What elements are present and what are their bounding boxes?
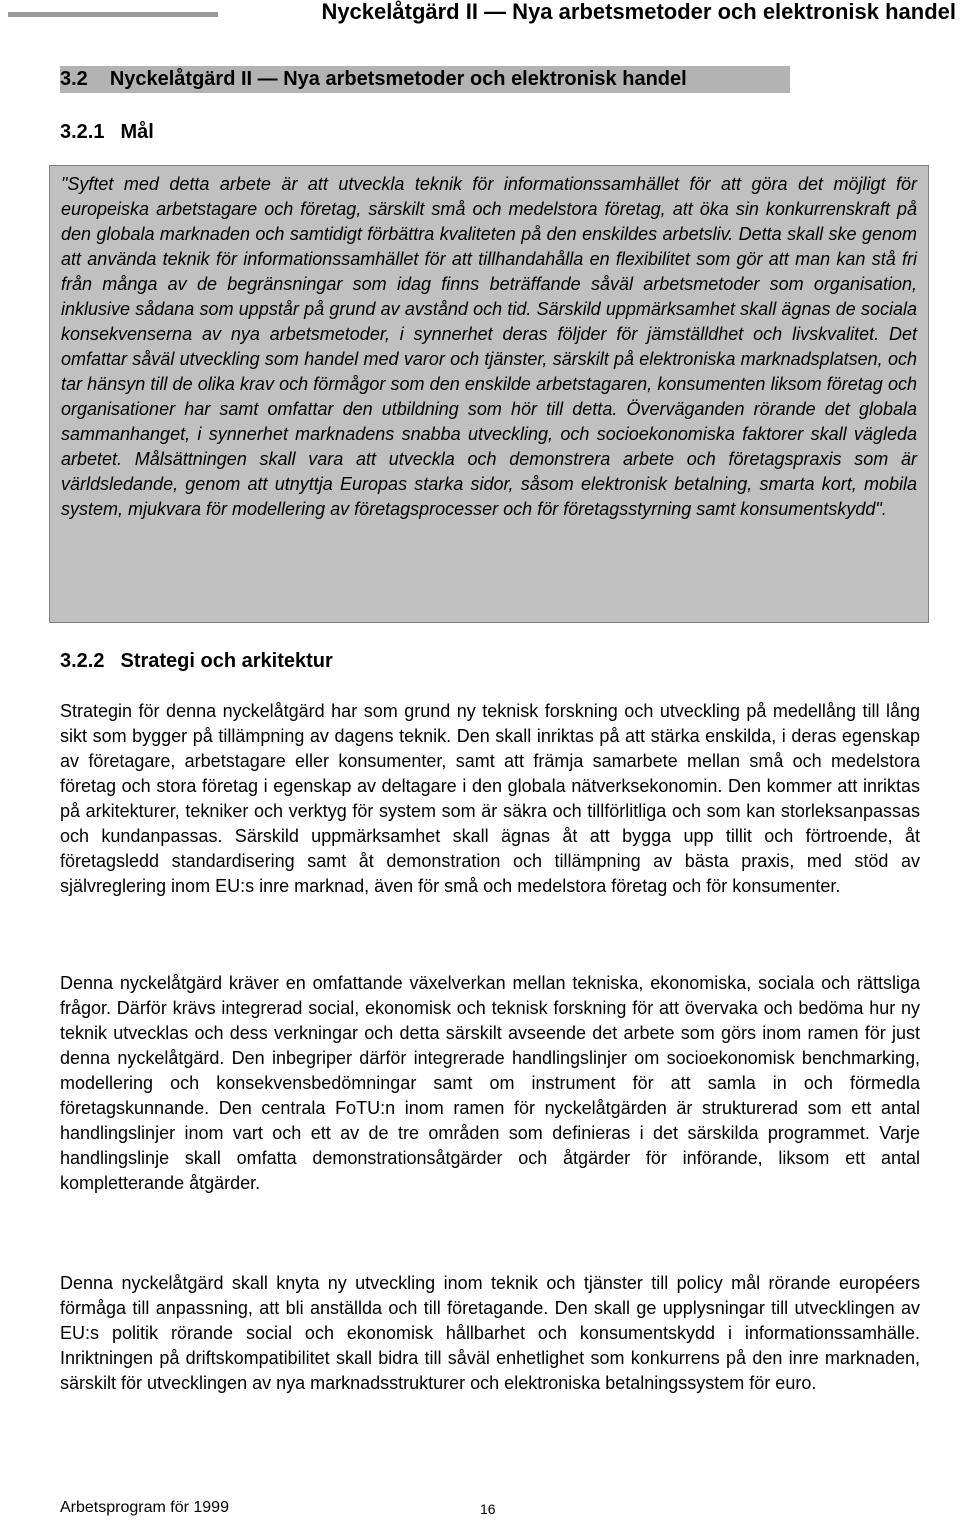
subsection-heading-strategy [60, 650, 333, 673]
subsection-title: Strategi och arkitektur [120, 650, 333, 672]
quote-box [49, 165, 929, 623]
quote-text: "Syftet med detta arbete är att utveckla teknik för informationssamhället för att göra det möjligt för europeiska arbetstagare och företag, särskilt små och medelstora företag, att öka sin konkurrenskraft på den globala marknaden och samtidigt förbättra kvaliteten på den enskildes arbetsliv. Detta skall ske genom att använda teknik för informationssamhället för att tillhandahålla en flexibilitet som gör att man kan stå fri från många av de begränsningar som idag finns beträffande såväl arbetsmetoder som organisation, inklusive sådana som uppstår på grund av avstånd och tid. Särskild uppmärksamhet skall ägnas de sociala konsekvenserna av nya arbetsmetoder, i synnerhet deras följder för jämställdhet och livskvalitet. Det omfattar såväl utveckling som handel med varor och tjänster, särskilt på elektroniska marknadsplatsen, och tar hänsyn till de olika krav och förmågor som den enskilde arbetstagaren, konsumenten liksom företag och organisationer har samt omfattar den utbildning som hör till detta. Överväganden rörande det globala sammanhanget, i synnerhet marknadens snabba utveckling, och socioekonomiska faktorer skall vägleda arbetet. Målsättningen skall vara att utveckla och demonstrera arbete och företagspraxis som är världsledande, genom att utnyttja Europas starka sidor, såsom elektronisk betalning, smarta kort, mobila system, mjukvara för modellering av företagsprocesser och för företagsstyrning samt konsumentskydd". [61, 174, 917, 519]
body-paragraph: Denna nyckelåtgärd skall knyta ny utveckling inom teknik och tjänster till policy mål rörande européers förmåga till anpassning, att bli anställda och till företagande. Den skall ge upplysningar till utvecklingen av EU:s politik rörande social och ekonomisk hållbarhet och konsumentskydd i informationssamhälle. Inriktningen på driftskompatibilitet skall bidra till såväl enhetlighet som konkurrens på den inre marknaden, särskilt för utvecklingen av nya marknadsstrukturer och elektroniska betalningssystem för euro. [60, 1273, 920, 1393]
subsection-heading-goal [60, 121, 154, 144]
subsection-number: 3.2.1 [60, 121, 105, 143]
header-rule [8, 12, 218, 17]
running-header-title: Nyckelåtgärd II — Nya arbetsmetoder och elektronisk handel [321, 0, 956, 24]
section-number: 3.2 [60, 68, 88, 90]
footer-page-number: 16 [480, 1501, 496, 1517]
body-paragraph: Strategin för denna nyckelåtgärd har som grund ny teknisk forskning och utveckling på medellång till lång sikt som bygger på tillämpning av dagens teknik. Den skall inriktas på att stärka enskilda, i deras egenskap av företagare, arbetstagare eller konsumenter, samt att främja samarbete mellan små och medelstora företag och stora företag i egenskap av deltagare i den globala nätverksekonomin. Den kommer att inriktas på arkitekturer, tekniker och verktyg för system som är säkra och tillförlitliga och som kan storleksanpassas och kundanpassas. Särskild uppmärksamhet skall ägnas åt att bygga upp tillit och förtroende, åt företagsledd standardisering samt åt demonstration och tillämpning av bästa praxis, med stöd av självreglering inom EU:s inre marknad, även för små och medelstora företag och för konsumenter. [60, 701, 920, 896]
section-title: Nyckelåtgärd II — Nya arbetsmetoder och elektronisk handel [109, 68, 687, 90]
body-paragraph: Denna nyckelåtgärd kräver en omfattande växelverkan mellan tekniska, ekonomiska, sociala och rättsliga frågor. Därför krävs integrerad social, ekonomisk och teknisk forskning för att övervaka och bedöma hur ny teknik utvecklas och dess verkningar och detta särskilt avseende det arbete som görs inom ramen för just denna nyckelåtgärd. Den inbegriper därför integrerade handlingslinjer om socioekonomisk benchmarking, modellering och konsekvensbedömningar samt om instrument för att samla in och förmedla företagskunnande. Den centrala FoTU:n inom ramen för nyckelåtgärden är strukturerad som ett antal handlingslinjer inom vart och ett av de tre områden som definieras i det särskilda programmet. Varje handlingslinje skall omfatta demonstrationsåtgärder och åtgärder för införande, liksom ett antal kompletterande åtgärder. [60, 973, 920, 1193]
subsection-title: Mål [120, 121, 154, 143]
footer-program-label: Arbetsprogram för 1999 [60, 1499, 229, 1516]
section-heading [60, 66, 790, 93]
subsection-number: 3.2.2 [60, 650, 105, 672]
